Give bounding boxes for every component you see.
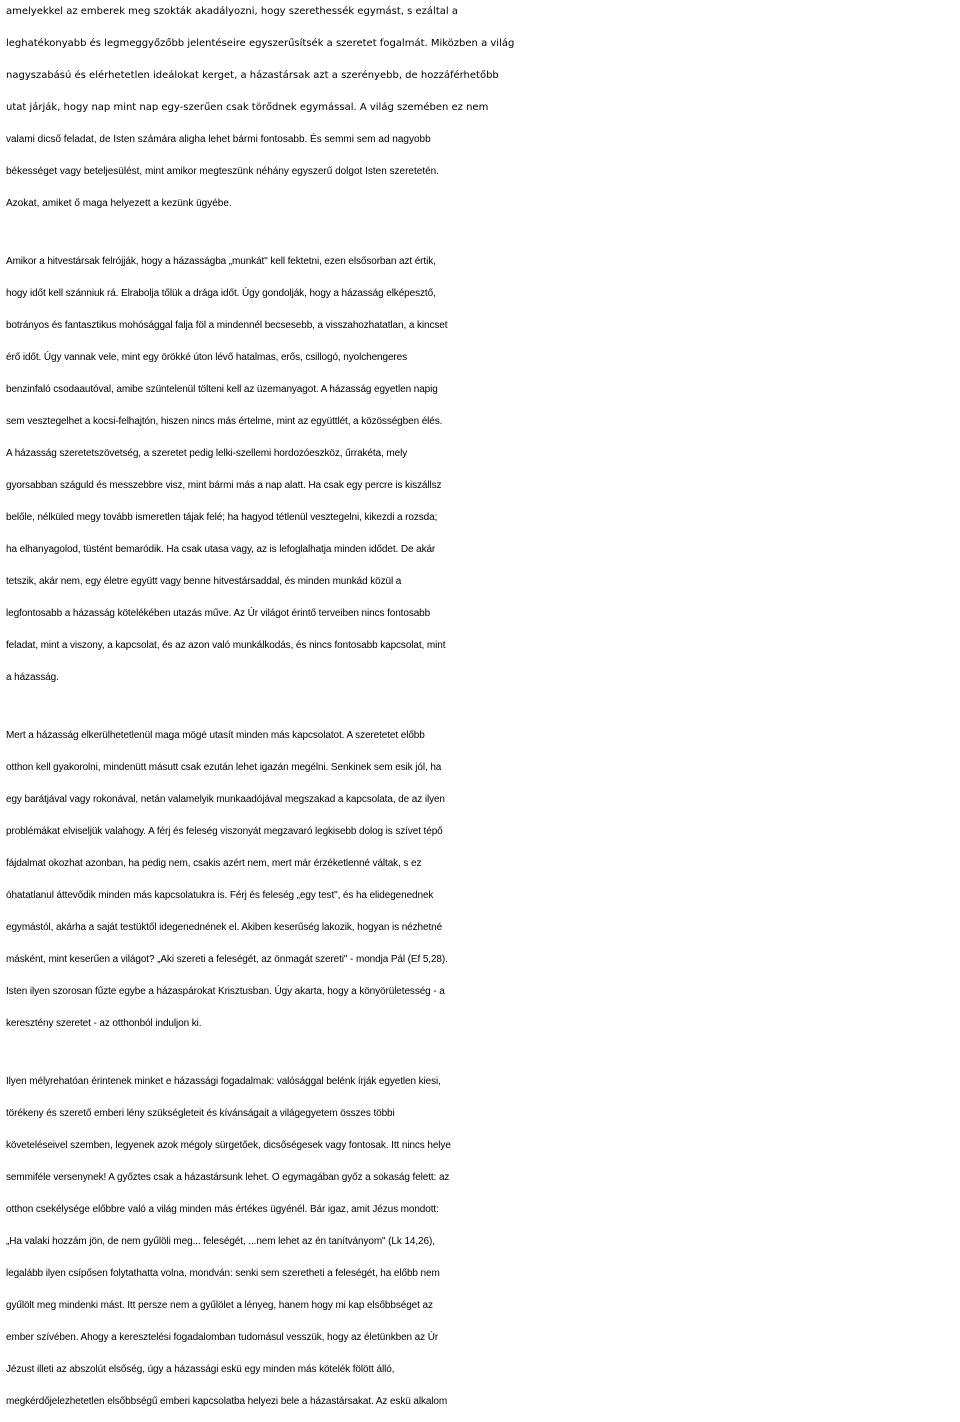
text-line: egy barátjával vagy rokonával, netán valamelyik munkaadójával megszakad a kapcsolata, de az ilyen [6, 794, 445, 805]
text-line: megkérdőjelezhetetlen elsőbbségű emberi kapcsolatba helyezi bele a házastársakat. Az eskü alkalom [6, 1396, 448, 1407]
text-line: otthon kell gyakorolni, mindenütt másutt csak ezután lehet igazán megélni. Senkinek sem esik jól, ha [6, 762, 442, 773]
text-line: amelyekkel az emberek meg szokták akadályozni, hogy szerethessék egymást, s ezáltal a [6, 6, 458, 17]
text-line: semmiféle versenynek! A győztes csak a házastársunk lehet. O egymagában győz a sokaság felett: az [6, 1172, 450, 1183]
text-line: benzinfaló csodaautóval, amibe szüntelenül tölteni kell az üzemanyagot. A házasság egyetlen napig [6, 384, 438, 395]
text-line: Mert a házasság elkerülhetetlenül maga mögé utasít minden más kapcsolatot. A szeretetet előbb [6, 730, 425, 741]
text-line: problémákat elviseljük valahogy. A férj és feleség viszonyát megzavaró legkisebb dolog is szívet tépő [6, 826, 443, 837]
text-line: törékeny és szerető emberi lény szükségleteit és kívánságait a világegyetem összes többi [6, 1108, 395, 1119]
text-line: feladat, mint a viszony, a kapcsolat, és az azon való munkálkodás, és nincs fontosabb kapcsolat, mint [6, 640, 446, 651]
text-line: valami dicső feladat, de Isten számára aligha lehet bármi fontosabb. És semmi sem ad nagyobb [6, 134, 431, 145]
text-line: fájdalmat okozhat azonban, ha pedig nem, csakis azért nem, mert már érzéketlenné váltak, s ez [6, 858, 422, 869]
text-line: legalább ilyen csípősen folytathatta volna, mondván: senki sem szeretheti a feleségét, ha előbb nem [6, 1268, 440, 1279]
text-line: Amikor a hitvestársak felrójják, hogy a házasságba „munkát" kell fektetni, ezen elsősorban azt értik, [6, 256, 436, 267]
text-line: belőle, nélküled megy tovább ismeretlen tájak felé; ha hagyod tétlenül vesztegelni, kikezdi a rozsda; [6, 512, 438, 523]
text-line: Ilyen mélyrehatóan érintenek minket e házassági fogadalmak: valósággal belénk írják egyetlen kiesi, [6, 1076, 441, 1087]
text-line: otthon csekélysége előbbre való a világ minden más értékes ügyénél. Bár igaz, amit Jézus mondott: [6, 1204, 439, 1215]
text-line: „Ha valaki hozzám jön, de nem gyűlöli meg... feleségét, ...nem lehet az én tanítványom" (Lk 14,26), [6, 1236, 435, 1247]
text-line: A házasság szeretetszövetség, a szeretet pedig lelki-szellemi hordozóeszköz, űrrakéta, mely [6, 448, 408, 459]
text-line: legfontosabb a házasság kötelékében utazás műve. Az Úr világot érintő terveiben nincs fontosabb [6, 608, 431, 619]
text-line: utat járják, hogy nap mint nap egy-szerűen csak törődnek egymással. A világ szemében ez nem [6, 102, 489, 113]
text-line: ember szívében. Ahogy a keresztelési fogadalomban tudomásul vesszük, hogy az életünkben az Úr [6, 1332, 439, 1343]
text-line: nagyszabású és elérhetetlen ideálokat kerget, a házastársak azt a szerényebb, de hozzáférhetőbb [6, 70, 499, 81]
text-line: botrányos és fantasztikus mohósággal falja föl a mindennél becsesebb, a visszahozhatatlan, a kincset [6, 320, 448, 331]
text-line: Azokat, amiket ő maga helyezett a kezünk ügyébe. [6, 198, 232, 209]
text-line: békességet vagy beteljesülést, mint amikor megteszünk néhány egyszerű dolgot Isten szeretetén. [6, 166, 440, 177]
text-line: követeléseivel szemben, legyenek azok mégoly sürgetőek, dicsőségesek vagy fontosak. Itt nincs helye [6, 1140, 451, 1151]
text-line: keresztény szeretet - az otthonból induljon ki. [6, 1018, 202, 1029]
text-line: óhatatlanul áttevődik minden más kapcsolatukra is. Férj és feleség „egy test", és ha elidegenednek [6, 890, 434, 901]
text-line: érő időt. Úgy vannak vele, mint egy örökké úton lévő hatalmas, erős, csillogó, nyolchengeres [6, 352, 408, 363]
text-line: egymástól, akárha a saját testüktől idegenednének el. Akiben keserűség lakozik, hogyan is nézhetné [6, 922, 443, 933]
text-line: leghatékonyabb és legmeggyőzőbb jelentéseire egyszerűsítsék a szeretet fogalmát. Miközben a világ [6, 38, 515, 49]
text-line: gyűlölt meg mindenki mást. Itt persze nem a gyűlölet a lényeg, hanem hogy mi kap elsőbbséget az [6, 1300, 433, 1311]
text-line: ha elhanyagolod, tüstént bemaródik. Ha csak utasa vagy, az is lefoglalhatja minden idődet. De akár [6, 544, 436, 555]
text-line: gyorsabban száguld és messzebbre visz, mint bármi más a nap alatt. Ha csak egy percre is kiszállsz [6, 480, 442, 491]
text-line: tetszik, akár nem, egy életre együtt vagy benne hitvestársaddal, és minden munkád közül a [6, 576, 402, 587]
text-line: sem vesztegelhet a kocsi-felhajtón, hiszen nincs más értelme, mint az együttlét, a közösségben élés. [6, 416, 443, 427]
text-line: a házasság. [6, 672, 59, 683]
text-line: Isten ilyen szorosan fűzte egybe a házaspárokat Krisztusban. Úgy akarta, hogy a könyörületesség - a [6, 986, 445, 997]
text-line: hogy időt kell szánniuk rá. Elrabolja tőlük a drága időt. Úgy gondolják, hogy a házasság elképesztő, [6, 288, 436, 299]
text-line: Jézust illeti az abszolút elsőség, úgy a házassági eskü egy minden más kötelék fölött álló, [6, 1364, 395, 1375]
text-line: másként, mint keserűen a világot? „Aki szereti a feleségét, az önmagát szereti" - mondja Pál (Ef 5,28). [6, 954, 448, 965]
